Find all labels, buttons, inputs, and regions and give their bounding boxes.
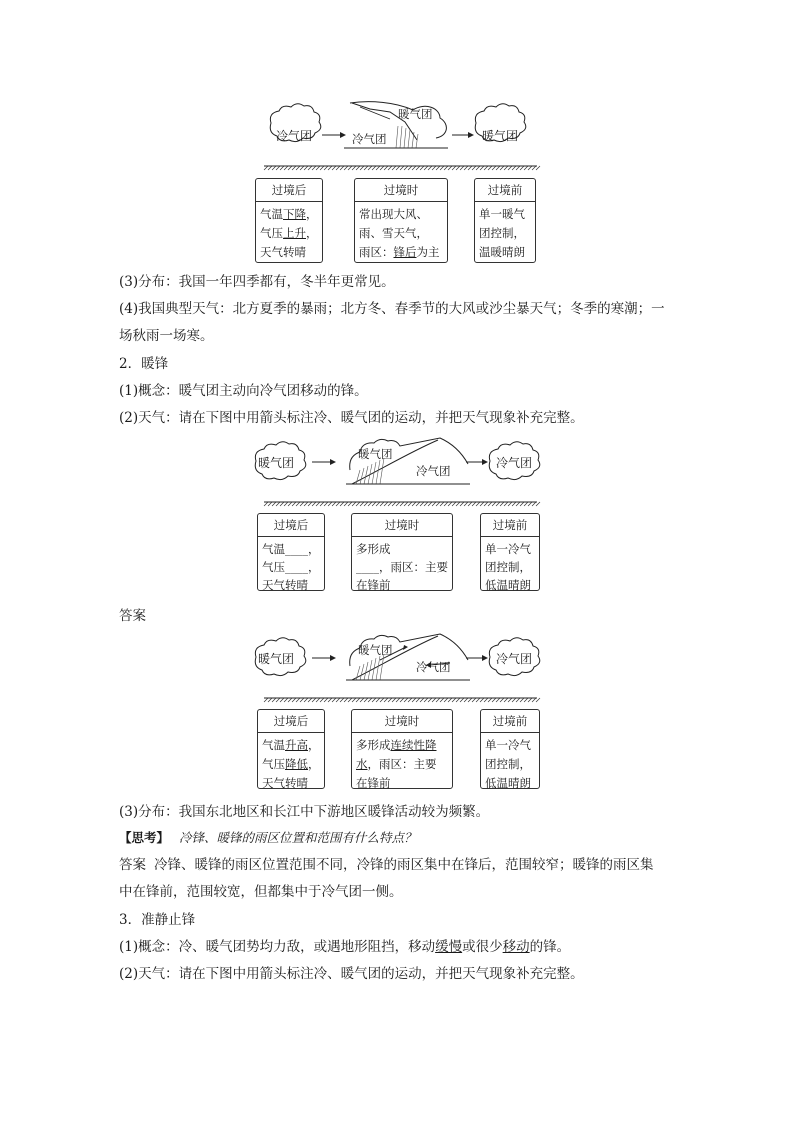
box-line: 团控制， (479, 226, 525, 240)
box-line: 气温升高， (262, 738, 320, 752)
box-line: 单一暖气 (479, 207, 525, 221)
stationary-front-concept: (1)概念：冷、暖气团势均力敌，或遇地形阻挡，移动缓慢或很少移动的锋。 (119, 939, 571, 955)
box-line: 气温____， (262, 542, 320, 556)
upper-air-mass-label: 暖气团 (398, 107, 433, 121)
think-label: 【思考】 (119, 830, 170, 845)
warm-front-concept: (1)概念：暖气团主动向冷气团移动的锋。 (119, 383, 368, 399)
box-line: 水，雨区：主要 (356, 757, 437, 771)
right-air-mass-label: 冷气团 (496, 456, 533, 470)
cold-front-distribution: (3)分布：我国一年四季都有，冬半年更常见。 (119, 274, 395, 290)
box-line: 气压降低， (262, 757, 320, 771)
left-air-mass-label: 暖气团 (258, 456, 295, 470)
box-line: 常出现大风、 (359, 207, 428, 221)
upper-air-mass-label: 暖气团 (358, 447, 393, 461)
stationary-front-weather-instruction: (2)天气：请在下图中用箭头标注冷、暖气团的运动，并把天气现象补充完整。 (119, 966, 584, 982)
before-passage-box (480, 709, 540, 789)
upper-air-mass-label: 暖气团 (358, 643, 393, 657)
warm-front-heading: 2．暖锋 (119, 356, 169, 372)
left-air-mass-label: 冷气团 (276, 129, 313, 143)
warm-front-weather-instruction: (2)天气：请在下图中用箭头标注冷、暖气团的运动，并把天气现象补充完整。 (119, 410, 584, 426)
box-line: 气压____， (262, 560, 320, 574)
box-line: 在锋前 (356, 578, 391, 592)
answer-label: 答案 (119, 608, 146, 624)
box-line: 团控制， (485, 757, 531, 771)
box-line: 雨区：锋后为主 (359, 245, 440, 259)
box-line: 多形成连续性降 (356, 738, 437, 752)
box-line: ____，雨区：主要 (356, 560, 448, 574)
lower-air-mass-label: 冷气团 (416, 464, 451, 478)
box-line: 雨、雪天气， (359, 226, 428, 240)
box-line: 天气转晴 (262, 578, 308, 592)
stationary-front-heading: 3．准静止锋 (119, 912, 196, 928)
box-line: 团控制， (485, 560, 531, 574)
think-answer-line-1 (119, 856, 654, 874)
box-title: 过境后 (256, 179, 322, 202)
lower-air-mass-label: 冷气团 (352, 132, 387, 146)
box-line: 天气转晴 (262, 776, 308, 790)
after-passage-box (257, 709, 325, 789)
during-passage-box (351, 709, 453, 789)
box-line: 在锋前 (356, 776, 391, 790)
box-line: 单一冷气 (485, 738, 531, 752)
think-answer-text: 冷锋、暖锋的雨区位置范围不同，冷锋的雨区集中在锋后，范围较窄；暖锋的雨区集 (154, 857, 654, 873)
box-line: 多形成 (356, 542, 391, 556)
lower-air-mass-label: 冷气团 (416, 660, 451, 674)
box-title: 过境前 (481, 710, 539, 733)
think-block (119, 829, 417, 847)
box-title: 过境前 (475, 179, 535, 202)
think-answer-line-2: 中在锋前，范围较宽，但都集中于冷气团一侧。 (119, 884, 403, 900)
ground-hatching (264, 698, 540, 702)
think-answer-label: 答案 (119, 857, 146, 873)
box-line: 低温晴朗 (485, 776, 531, 790)
left-air-mass-label: 暖气团 (258, 652, 295, 666)
box-line: 气压上升， (260, 226, 318, 240)
warm-front-distribution: (3)分布：我国东北地区和长江中下游地区暖锋活动较为频繁。 (119, 804, 490, 820)
box-title: 过境后 (258, 710, 324, 733)
box-title: 过境后 (258, 514, 324, 537)
box-line: 温暖晴朗 (479, 245, 525, 259)
cold-front-typical-weather-cont: 场秋雨一场寒。 (119, 328, 214, 344)
box-title: 过境时 (352, 710, 452, 733)
box-line: 低温晴朗 (485, 578, 531, 592)
cold-front-typical-weather: (4)我国典型天气：北方夏季的暴雨；北方冬、春季节的大风或沙尘暴天气；冬季的寒潮；一 (119, 301, 665, 317)
box-line: 天气转晴 (260, 245, 306, 259)
right-air-mass-label: 冷气团 (496, 652, 533, 666)
think-question: 冷锋、暖锋的雨区位置和范围有什么特点？ (179, 830, 417, 845)
box-title: 过境前 (481, 514, 539, 537)
box-line: 单一冷气 (485, 542, 531, 556)
box-line: 气温下降， (260, 207, 318, 221)
box-title: 过境时 (355, 179, 447, 202)
right-air-mass-label: 暖气团 (482, 129, 519, 143)
box-title: 过境时 (352, 514, 452, 537)
